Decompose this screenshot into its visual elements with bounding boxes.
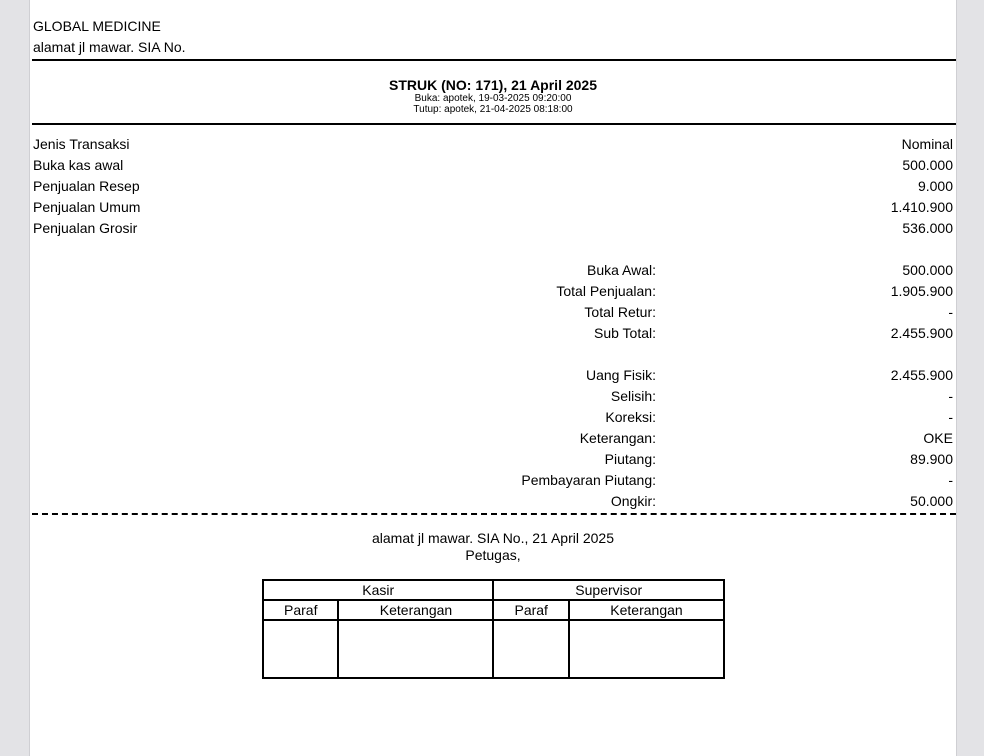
detail-row — [30, 428, 956, 449]
footer-officer: Petugas, — [465, 547, 521, 563]
detail-label: Selisih: — [610, 388, 656, 404]
company-name: GLOBAL MEDICINE — [33, 18, 161, 34]
detail-row — [30, 386, 956, 407]
transaction-label: Buka kas awal — [33, 157, 124, 173]
detail-label: Pembayaran Piutang: — [521, 472, 656, 488]
footer-place-date: alamat jl mawar. SIA No., 21 April 2025 — [371, 530, 614, 546]
title-divider — [32, 123, 956, 125]
transaction-value: 1.410.900 — [890, 199, 953, 215]
transaction-value: 9.000 — [917, 178, 953, 194]
summary-value: - — [948, 304, 953, 320]
summary-label: Total Retur: — [584, 304, 656, 320]
signature-cell — [338, 620, 493, 678]
signature-col-paraf: Paraf — [263, 600, 338, 620]
summary-value: 500.000 — [902, 262, 953, 278]
signature-col-paraf: Paraf — [493, 600, 568, 620]
receipt-closed: Tutup: apotek, 21-04-2025 08:18:00 — [413, 104, 573, 115]
detail-label: Ongkir: — [610, 493, 656, 509]
transaction-row — [30, 197, 956, 218]
transaction-row — [30, 176, 956, 197]
transaction-row — [30, 155, 956, 176]
detail-value: - — [948, 472, 953, 488]
summary-row — [30, 323, 956, 344]
transaction-value: 500.000 — [902, 157, 953, 173]
signature-col-keterangan: Keterangan — [338, 600, 493, 620]
detail-row — [30, 491, 956, 512]
detail-label: Piutang: — [604, 451, 656, 467]
detail-value: 89.900 — [910, 451, 953, 467]
summary-row — [30, 260, 956, 281]
column-label-nominal: Nominal — [901, 136, 953, 152]
detail-row — [30, 470, 956, 491]
detail-value: OKE — [923, 430, 953, 446]
signature-table — [262, 579, 725, 679]
signature-group-supervisor: Supervisor — [493, 580, 724, 600]
signature-cell — [569, 620, 724, 678]
detail-label: Uang Fisik: — [585, 367, 656, 383]
signature-col-keterangan: Keterangan — [569, 600, 724, 620]
receipt-opened: Buka: apotek, 19-03-2025 09:20:00 — [414, 93, 572, 104]
summary-label: Sub Total: — [593, 325, 656, 341]
detail-row — [30, 449, 956, 470]
transaction-label: Penjualan Grosir — [33, 220, 138, 236]
detail-value: 2.455.900 — [890, 367, 953, 383]
signature-cell — [493, 620, 568, 678]
transaction-label: Penjualan Resep — [33, 178, 140, 194]
detail-value: 50.000 — [910, 493, 953, 509]
summary-value: 2.455.900 — [890, 325, 953, 341]
detail-label: Keterangan: — [579, 430, 656, 446]
summary-row — [30, 302, 956, 323]
column-label-jenis-transaksi: Jenis Transaksi — [33, 136, 130, 152]
company-address: alamat jl mawar. SIA No. — [33, 39, 186, 55]
detail-value: - — [948, 409, 953, 425]
signature-cell — [263, 620, 338, 678]
receipt-title-block — [30, 77, 956, 115]
receipt-page — [29, 0, 957, 756]
transactions-header — [30, 134, 956, 155]
header-divider — [32, 59, 956, 61]
summary-label: Total Penjualan: — [556, 283, 656, 299]
summary-row — [30, 281, 956, 302]
signature-group-cashier: Kasir — [263, 580, 493, 600]
summary-label: Buka Awal: — [586, 262, 656, 278]
transaction-row — [30, 218, 956, 239]
detail-row — [30, 407, 956, 428]
dashed-divider — [32, 513, 956, 515]
receipt-title: STRUK (NO: 171), 21 April 2025 — [389, 77, 597, 93]
footer-block — [30, 530, 956, 564]
transaction-label: Penjualan Umum — [33, 199, 141, 215]
detail-label: Koreksi: — [605, 409, 656, 425]
summary-value: 1.905.900 — [890, 283, 953, 299]
detail-row — [30, 365, 956, 386]
transaction-value: 536.000 — [902, 220, 953, 236]
detail-value: - — [948, 388, 953, 404]
